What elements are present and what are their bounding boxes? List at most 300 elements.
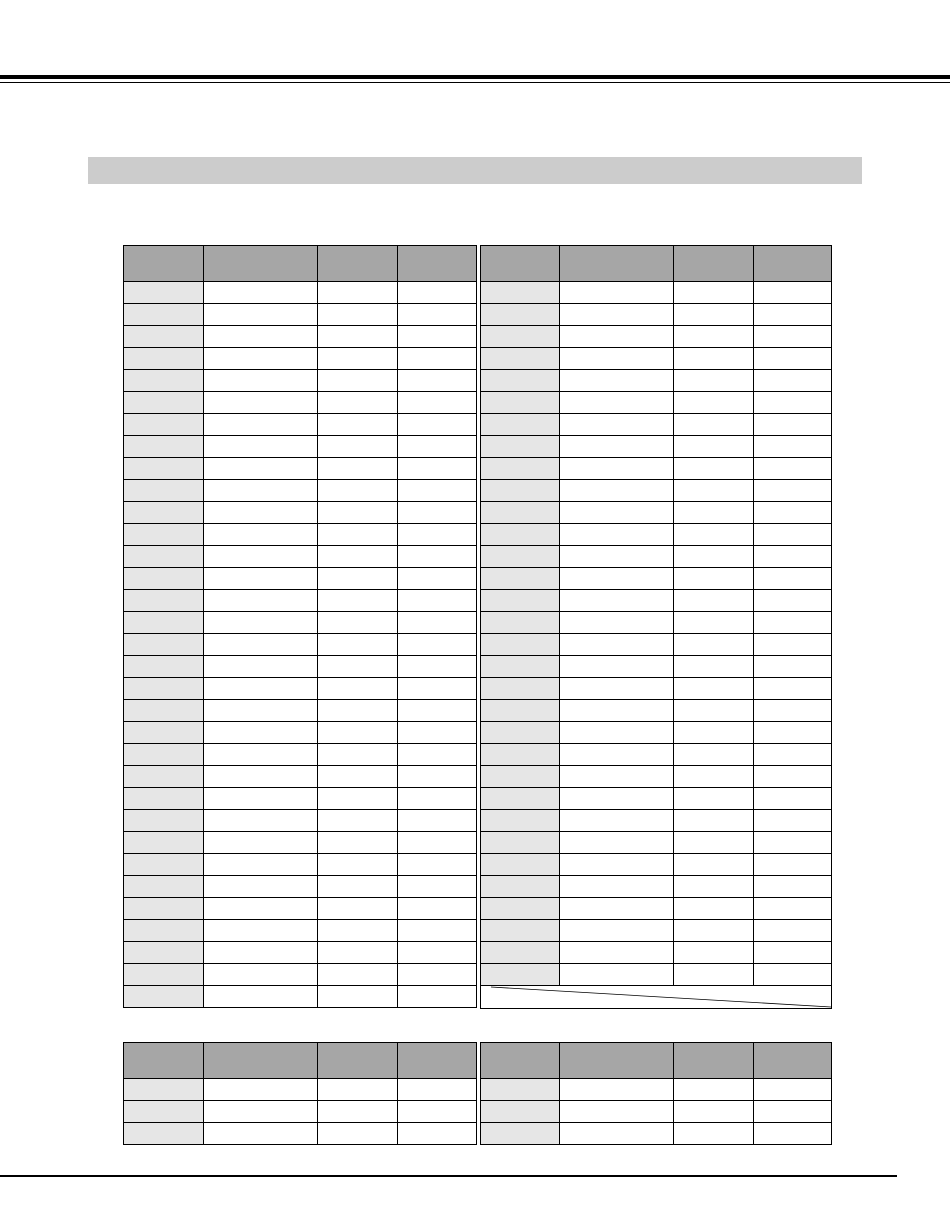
row-value-cell: [674, 458, 754, 480]
row-value-cell: [398, 282, 477, 304]
table-row: [481, 1123, 832, 1145]
row-value-cell: [674, 524, 754, 546]
table-row: [124, 392, 477, 414]
row-key-cell: [481, 326, 560, 348]
row-value-cell: [560, 304, 674, 326]
row-key-cell: [481, 1123, 560, 1145]
row-value-cell: [754, 546, 832, 568]
table-row: [481, 810, 832, 832]
row-value-cell: [318, 392, 398, 414]
row-key-cell: [124, 964, 204, 986]
main-table-left: [123, 245, 477, 1008]
row-value-cell: [754, 876, 832, 898]
table-row: [481, 414, 832, 436]
row-value-cell: [204, 1101, 318, 1123]
row-value-cell: [560, 722, 674, 744]
row-key-cell: [481, 590, 560, 612]
row-value-cell: [204, 304, 318, 326]
table-row: [481, 612, 832, 634]
row-value-cell: [754, 810, 832, 832]
row-value-cell: [204, 392, 318, 414]
row-value-cell: [318, 634, 398, 656]
row-key-cell: [481, 524, 560, 546]
row-value-cell: [398, 810, 477, 832]
table-row: [481, 436, 832, 458]
row-value-cell: [204, 964, 318, 986]
row-key-cell: [481, 392, 560, 414]
row-key-cell: [124, 304, 204, 326]
table-row: [481, 700, 832, 722]
row-key-cell: [481, 656, 560, 678]
table-row: [124, 326, 477, 348]
row-value-cell: [318, 1101, 398, 1123]
row-value-cell: [754, 832, 832, 854]
row-value-cell: [398, 612, 477, 634]
row-value-cell: [674, 920, 754, 942]
row-key-cell: [481, 458, 560, 480]
section-header-bar: [88, 157, 862, 184]
row-value-cell: [674, 282, 754, 304]
row-value-cell: [204, 634, 318, 656]
row-value-cell: [398, 524, 477, 546]
row-value-cell: [398, 898, 477, 920]
table-row: [481, 502, 832, 524]
row-value-cell: [560, 832, 674, 854]
row-key-cell: [124, 942, 204, 964]
row-key-cell: [481, 370, 560, 392]
row-key-cell: [481, 854, 560, 876]
row-key-cell: [481, 810, 560, 832]
table-row: [481, 964, 832, 986]
row-value-cell: [674, 502, 754, 524]
row-value-cell: [398, 876, 477, 898]
row-value-cell: [754, 942, 832, 964]
row-key-cell: [124, 678, 204, 700]
row-value-cell: [318, 304, 398, 326]
row-key-cell: [124, 722, 204, 744]
row-value-cell: [398, 370, 477, 392]
row-value-cell: [560, 480, 674, 502]
row-value-cell: [204, 1079, 318, 1101]
row-value-cell: [318, 854, 398, 876]
table-row: [481, 634, 832, 656]
row-value-cell: [674, 436, 754, 458]
row-value-cell: [754, 392, 832, 414]
row-key-cell: [124, 502, 204, 524]
header-cell: [398, 1043, 477, 1079]
blank-diagonal-cell: [481, 986, 832, 1009]
table-row-blank: [481, 986, 832, 1009]
header-row: [124, 246, 477, 282]
header-cell: [318, 1043, 398, 1079]
row-value-cell: [674, 942, 754, 964]
row-value-cell: [204, 502, 318, 524]
row-value-cell: [398, 458, 477, 480]
row-key-cell: [481, 964, 560, 986]
row-value-cell: [674, 766, 754, 788]
row-value-cell: [674, 590, 754, 612]
row-value-cell: [754, 502, 832, 524]
row-value-cell: [398, 392, 477, 414]
table-row: [124, 612, 477, 634]
row-value-cell: [674, 700, 754, 722]
table-row: [124, 964, 477, 986]
row-value-cell: [754, 568, 832, 590]
row-value-cell: [560, 854, 674, 876]
row-value-cell: [318, 722, 398, 744]
row-value-cell: [674, 304, 754, 326]
row-key-cell: [481, 722, 560, 744]
row-value-cell: [204, 656, 318, 678]
row-value-cell: [560, 942, 674, 964]
header-row: [124, 1043, 477, 1079]
row-key-cell: [481, 348, 560, 370]
table-row: [124, 810, 477, 832]
row-value-cell: [204, 832, 318, 854]
table-row: [481, 282, 832, 304]
table-row: [124, 832, 477, 854]
row-value-cell: [318, 546, 398, 568]
row-key-cell: [124, 788, 204, 810]
row-key-cell: [124, 1079, 204, 1101]
table-row: [124, 590, 477, 612]
table-row: [124, 700, 477, 722]
row-value-cell: [674, 480, 754, 502]
row-key-cell: [124, 986, 204, 1008]
row-value-cell: [204, 1123, 318, 1145]
row-value-cell: [204, 766, 318, 788]
row-value-cell: [318, 920, 398, 942]
row-value-cell: [754, 612, 832, 634]
row-key-cell: [124, 810, 204, 832]
table-row: [124, 436, 477, 458]
row-value-cell: [318, 1079, 398, 1101]
row-value-cell: [754, 458, 832, 480]
header-cell: [318, 246, 398, 282]
row-value-cell: [754, 854, 832, 876]
row-value-cell: [204, 788, 318, 810]
row-value-cell: [560, 788, 674, 810]
table-row: [124, 744, 477, 766]
table-row: [124, 502, 477, 524]
header-cell: [204, 246, 318, 282]
small-table-right: [480, 1042, 832, 1145]
row-value-cell: [204, 898, 318, 920]
row-value-cell: [398, 546, 477, 568]
row-value-cell: [318, 282, 398, 304]
header-cell: [754, 1043, 832, 1079]
row-value-cell: [204, 700, 318, 722]
row-key-cell: [124, 590, 204, 612]
row-value-cell: [318, 1123, 398, 1145]
row-value-cell: [398, 700, 477, 722]
row-value-cell: [398, 480, 477, 502]
row-value-cell: [318, 986, 398, 1008]
table-row: [124, 524, 477, 546]
row-value-cell: [204, 480, 318, 502]
table-row: [124, 788, 477, 810]
row-value-cell: [398, 854, 477, 876]
row-key-cell: [124, 524, 204, 546]
row-value-cell: [204, 722, 318, 744]
row-key-cell: [124, 766, 204, 788]
row-key-cell: [481, 634, 560, 656]
row-value-cell: [204, 744, 318, 766]
row-value-cell: [674, 1079, 754, 1101]
table-row: [481, 832, 832, 854]
row-value-cell: [674, 788, 754, 810]
row-value-cell: [560, 502, 674, 524]
row-value-cell: [318, 326, 398, 348]
table-row: [481, 480, 832, 502]
row-key-cell: [124, 436, 204, 458]
row-value-cell: [560, 392, 674, 414]
header-cell: [560, 246, 674, 282]
row-value-cell: [398, 502, 477, 524]
row-key-cell: [481, 942, 560, 964]
row-value-cell: [674, 370, 754, 392]
row-value-cell: [754, 524, 832, 546]
row-value-cell: [318, 964, 398, 986]
row-value-cell: [318, 788, 398, 810]
table-row: [124, 546, 477, 568]
row-value-cell: [398, 964, 477, 986]
row-value-cell: [560, 458, 674, 480]
row-key-cell: [124, 700, 204, 722]
row-value-cell: [560, 348, 674, 370]
row-key-cell: [124, 458, 204, 480]
row-value-cell: [318, 766, 398, 788]
main-table-right: [480, 245, 832, 1009]
row-value-cell: [674, 832, 754, 854]
row-value-cell: [318, 832, 398, 854]
row-value-cell: [204, 876, 318, 898]
row-value-cell: [204, 370, 318, 392]
row-value-cell: [560, 612, 674, 634]
row-key-cell: [481, 282, 560, 304]
row-key-cell: [124, 898, 204, 920]
row-value-cell: [754, 480, 832, 502]
row-value-cell: [398, 722, 477, 744]
row-value-cell: [674, 678, 754, 700]
row-value-cell: [204, 436, 318, 458]
table-row: [124, 1101, 477, 1123]
row-value-cell: [754, 964, 832, 986]
row-value-cell: [674, 568, 754, 590]
table-row: [124, 876, 477, 898]
row-value-cell: [318, 898, 398, 920]
table-row: [124, 898, 477, 920]
row-value-cell: [318, 436, 398, 458]
row-key-cell: [481, 678, 560, 700]
table-row: [124, 568, 477, 590]
row-key-cell: [481, 920, 560, 942]
row-value-cell: [754, 898, 832, 920]
header-cell: [481, 1043, 560, 1079]
table-row: [481, 458, 832, 480]
table-row: [481, 898, 832, 920]
row-key-cell: [481, 612, 560, 634]
table-row: [481, 568, 832, 590]
row-value-cell: [560, 766, 674, 788]
row-value-cell: [318, 502, 398, 524]
row-value-cell: [674, 854, 754, 876]
row-value-cell: [674, 612, 754, 634]
table-row: [124, 942, 477, 964]
row-value-cell: [204, 524, 318, 546]
diagonal-line: [481, 986, 831, 1008]
table-row: [124, 722, 477, 744]
row-key-cell: [481, 304, 560, 326]
row-value-cell: [398, 436, 477, 458]
row-key-cell: [124, 546, 204, 568]
row-key-cell: [124, 612, 204, 634]
table-row: [124, 370, 477, 392]
header-cell: [560, 1043, 674, 1079]
row-key-cell: [481, 436, 560, 458]
table-row: [481, 1079, 832, 1101]
row-value-cell: [560, 876, 674, 898]
row-value-cell: [560, 920, 674, 942]
table-row: [481, 942, 832, 964]
row-value-cell: [398, 832, 477, 854]
row-value-cell: [674, 722, 754, 744]
row-value-cell: [560, 590, 674, 612]
header-row: [481, 1043, 832, 1079]
row-value-cell: [674, 964, 754, 986]
row-value-cell: [754, 304, 832, 326]
row-value-cell: [318, 612, 398, 634]
row-value-cell: [204, 348, 318, 370]
row-value-cell: [398, 304, 477, 326]
row-value-cell: [674, 392, 754, 414]
row-value-cell: [398, 788, 477, 810]
row-value-cell: [398, 348, 477, 370]
header-cell: [124, 246, 204, 282]
row-value-cell: [398, 986, 477, 1008]
row-value-cell: [318, 656, 398, 678]
table-row: [481, 920, 832, 942]
row-value-cell: [318, 370, 398, 392]
row-value-cell: [204, 920, 318, 942]
row-value-cell: [318, 480, 398, 502]
row-value-cell: [674, 546, 754, 568]
table-row: [124, 1079, 477, 1101]
row-value-cell: [398, 568, 477, 590]
table-row: [481, 744, 832, 766]
row-value-cell: [318, 348, 398, 370]
table-row: [124, 480, 477, 502]
row-key-cell: [124, 920, 204, 942]
row-value-cell: [318, 524, 398, 546]
row-key-cell: [481, 766, 560, 788]
row-value-cell: [318, 810, 398, 832]
table-row: [481, 788, 832, 810]
header-cell: [674, 1043, 754, 1079]
header-cell: [398, 246, 477, 282]
row-key-cell: [481, 898, 560, 920]
table-row: [124, 766, 477, 788]
row-value-cell: [560, 436, 674, 458]
row-value-cell: [398, 634, 477, 656]
row-key-cell: [481, 832, 560, 854]
row-value-cell: [204, 612, 318, 634]
header-cell: [481, 246, 560, 282]
table-row: [124, 986, 477, 1008]
row-value-cell: [204, 942, 318, 964]
row-key-cell: [124, 744, 204, 766]
row-key-cell: [481, 876, 560, 898]
row-value-cell: [398, 326, 477, 348]
row-value-cell: [204, 326, 318, 348]
row-key-cell: [481, 502, 560, 524]
top-rule-thin: [0, 82, 950, 83]
row-value-cell: [318, 568, 398, 590]
row-key-cell: [124, 854, 204, 876]
row-value-cell: [674, 744, 754, 766]
row-value-cell: [560, 1101, 674, 1123]
table-row: [481, 348, 832, 370]
row-key-cell: [124, 282, 204, 304]
table-row: [124, 348, 477, 370]
row-key-cell: [481, 788, 560, 810]
row-value-cell: [754, 920, 832, 942]
row-key-cell: [124, 832, 204, 854]
table-row: [481, 766, 832, 788]
table-row: [481, 722, 832, 744]
row-value-cell: [754, 656, 832, 678]
row-value-cell: [204, 568, 318, 590]
row-value-cell: [560, 524, 674, 546]
row-value-cell: [398, 1101, 477, 1123]
row-key-cell: [481, 1079, 560, 1101]
table-row: [124, 282, 477, 304]
row-value-cell: [318, 590, 398, 612]
row-value-cell: [318, 876, 398, 898]
table-row: [124, 458, 477, 480]
row-value-cell: [204, 678, 318, 700]
row-key-cell: [481, 546, 560, 568]
table-row: [124, 920, 477, 942]
table-row: [481, 656, 832, 678]
row-value-cell: [674, 810, 754, 832]
row-value-cell: [754, 744, 832, 766]
row-value-cell: [674, 898, 754, 920]
row-key-cell: [481, 414, 560, 436]
row-value-cell: [754, 634, 832, 656]
row-value-cell: [398, 766, 477, 788]
row-value-cell: [754, 766, 832, 788]
bottom-rule: [0, 1175, 897, 1177]
row-value-cell: [560, 898, 674, 920]
row-value-cell: [754, 1079, 832, 1101]
row-value-cell: [560, 414, 674, 436]
row-value-cell: [754, 788, 832, 810]
table-row: [481, 304, 832, 326]
row-value-cell: [754, 282, 832, 304]
table-row: [481, 546, 832, 568]
row-value-cell: [560, 326, 674, 348]
row-value-cell: [398, 920, 477, 942]
row-value-cell: [560, 810, 674, 832]
table-row: [481, 854, 832, 876]
row-key-cell: [124, 348, 204, 370]
row-key-cell: [124, 568, 204, 590]
small-table-left: [123, 1042, 477, 1145]
row-key-cell: [124, 480, 204, 502]
row-value-cell: [560, 568, 674, 590]
row-value-cell: [674, 1101, 754, 1123]
